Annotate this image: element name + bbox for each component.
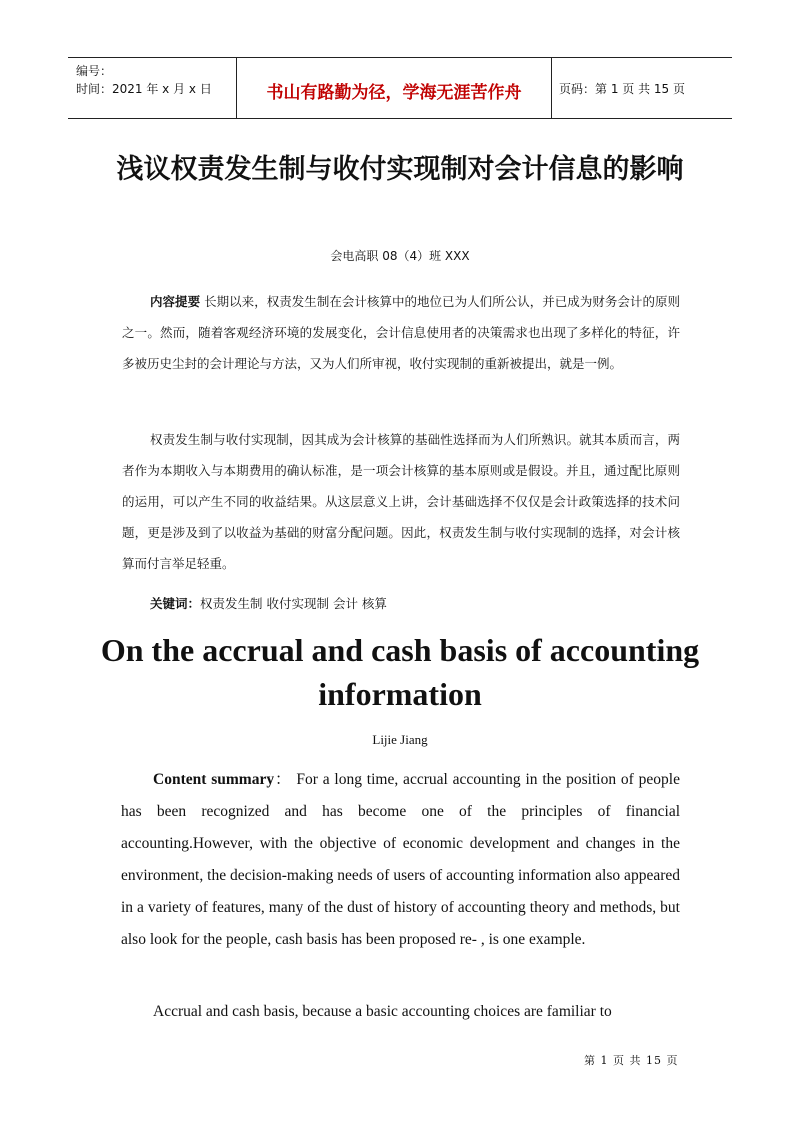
chinese-keywords [150,594,387,612]
chinese-paragraph: 权责发生制与收付实现制，因其成为会计核算的基础性选择而为人们所熟识。就其本质而言，两者作为本期收入与本期费用的确认标准，是一项会计核算的基本原则或是假设。并且，通过配比原则的运用，可以产生不同的收益结果。从这层意义上讲，会计基础选择不仅仅是会计政策选择的技术问题，更是涉及到了以收益为基础的财富分配问题。因此，权责发生制与收付实现制的选择，对会计核算而付言举足轻重。 [122,432,680,571]
english-summary [121,764,680,956]
english-author: Lijie Jiang [372,732,428,747]
english-summary-label: Content summary [153,771,275,788]
header-code-label: 编号： [76,64,113,78]
english-summary-sep: ： [274,771,292,788]
header-page-number: 页码：第 1 页 共 15 页 [559,82,685,96]
keywords-label: 关键词： [150,596,201,611]
keywords-text: 权责发生制 收付实现制 会计 核算 [200,596,387,611]
header-meta [76,62,236,98]
chinese-summary [122,286,680,379]
document-header [68,57,732,119]
english-paragraph: Accrual and cash basis, because a basic accounting choices are familiar to [153,1003,612,1020]
header-divider [551,58,552,118]
english-summary-text: For a long time, accrual accounting in the position of people has been recognized and has become one of the principles of financial accounting.However, with the objective of economic development and changes in the environment, the decision-making needs of users of accounting information also appeared in a variety of features, many of the dust of history of accounting theory and methods, but also look for the people, cash basis has been proposed re- , is one example. [121,771,680,948]
chinese-summary-label: 内容提要 [150,294,201,309]
header-motto: 书山有路勤为径，学海无涯苦作舟 [266,83,522,103]
chinese-summary-text: 长期以来，权责发生制在会计核算中的地位已为人们所公认，并已成为财务会计的原则之一。然而，随着客观经济环境的发展变化，会计信息使用者的决策需求也出现了多样化的特征，许多被历史尘封的会计理论与方法，又为人们所审视，收付实现制的重新被提出，就是一例。 [122,294,680,371]
page-footer: 第 1 页 共 15 页 [584,1054,679,1067]
chinese-title: 浅议权责发生制与收付实现制对会计信息的影响 [116,154,684,185]
chinese-author: 会电高职 08（4）班 XXX [330,249,470,263]
english-title: On the accrual and cash basis of accounting information [100,632,700,712]
header-time-label: 时间：2021 年 x 月 x 日 [76,82,212,96]
